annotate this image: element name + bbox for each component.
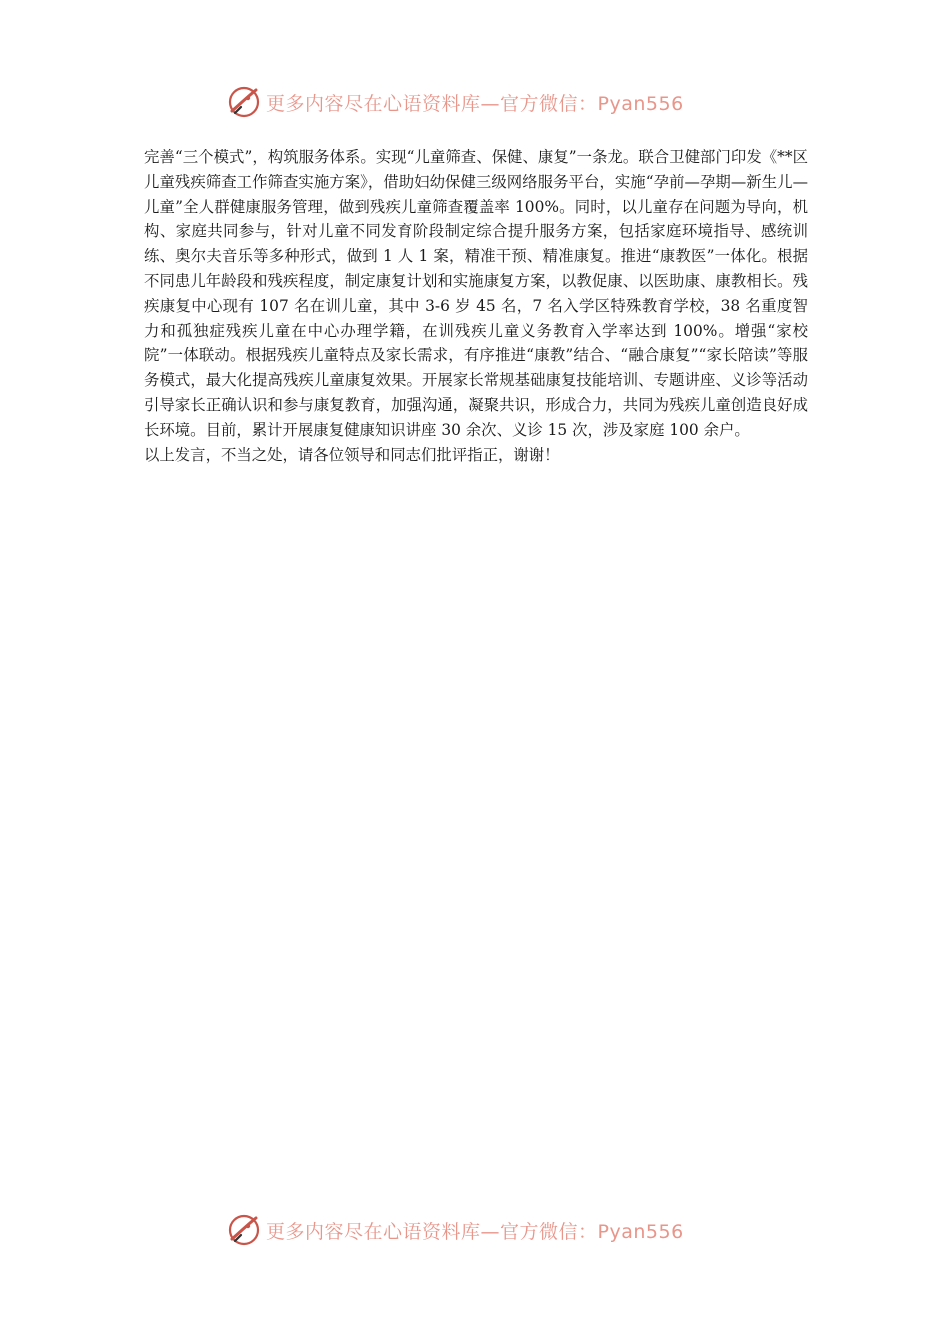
- watermark-text: 更多内容尽在心语资料库—官方微信：Pyan556: [266, 92, 684, 115]
- pen-circle-logo-icon: [226, 84, 262, 120]
- closing-paragraph: 以上发言，不当之处，请各位领导和同志们批评指正，谢谢！: [144, 445, 560, 464]
- header-watermark-banner: [226, 82, 746, 122]
- pen-circle-logo-icon: [226, 1212, 262, 1248]
- body-paragraph: 完善“三个模式”，构筑服务体系。实现“儿童筛查、保健、康复”一条龙。联合卫健部门印发《**区儿童残疾筛查工作筛查实施方案》，借助妇幼保健三级网络服务平台，实施“孕前—孕期—新生儿—儿童”全人群健康服务管理，做到残疾儿童筛查覆盖率 100%。同时，以儿童存在问题为导向，机构、家庭共同参与，针对儿童不同发育阶段制定综合提升服务方案，包括家庭环境指导、感统训练、奥尔夫音乐等多种形式，做到 1 人 1 案，精准干预、精准康复。推进“康教医”一体化。根据不同患儿年龄段和残疾程度，制定康复计划和实施康复方案，以教促康、以医助康、康教相长。残疾康复中心现有 107 名在训儿童，其中 3-6 岁 45 名，7 名入学区特殊教育学校，38 名重度智力和孤独症残疾儿童在中心办理学籍，在训残疾儿童义务教育入学率达到 100%。增强“家校院”一体联动。根据残疾儿童特点及家长需求，有序推进“康教”结合、“融合康复”“家长陪读”等服务模式，最大化提高残疾儿童康复效果。开展家长常规基础康复技能培训、专题讲座、义诊等活动引导家长正确认识和参与康复教育，加强沟通，凝聚共识，形成合力，共同为残疾儿童创造良好成长环境。目前，累计开展康复健康知识讲座 30 余次、义诊 15 次，涉及家庭 100 余户。: [144, 148, 808, 439]
- watermark-text: 更多内容尽在心语资料库—官方微信：Pyan556: [266, 1220, 684, 1243]
- footer-watermark-banner: [226, 1210, 746, 1250]
- document-body: [144, 145, 808, 467]
